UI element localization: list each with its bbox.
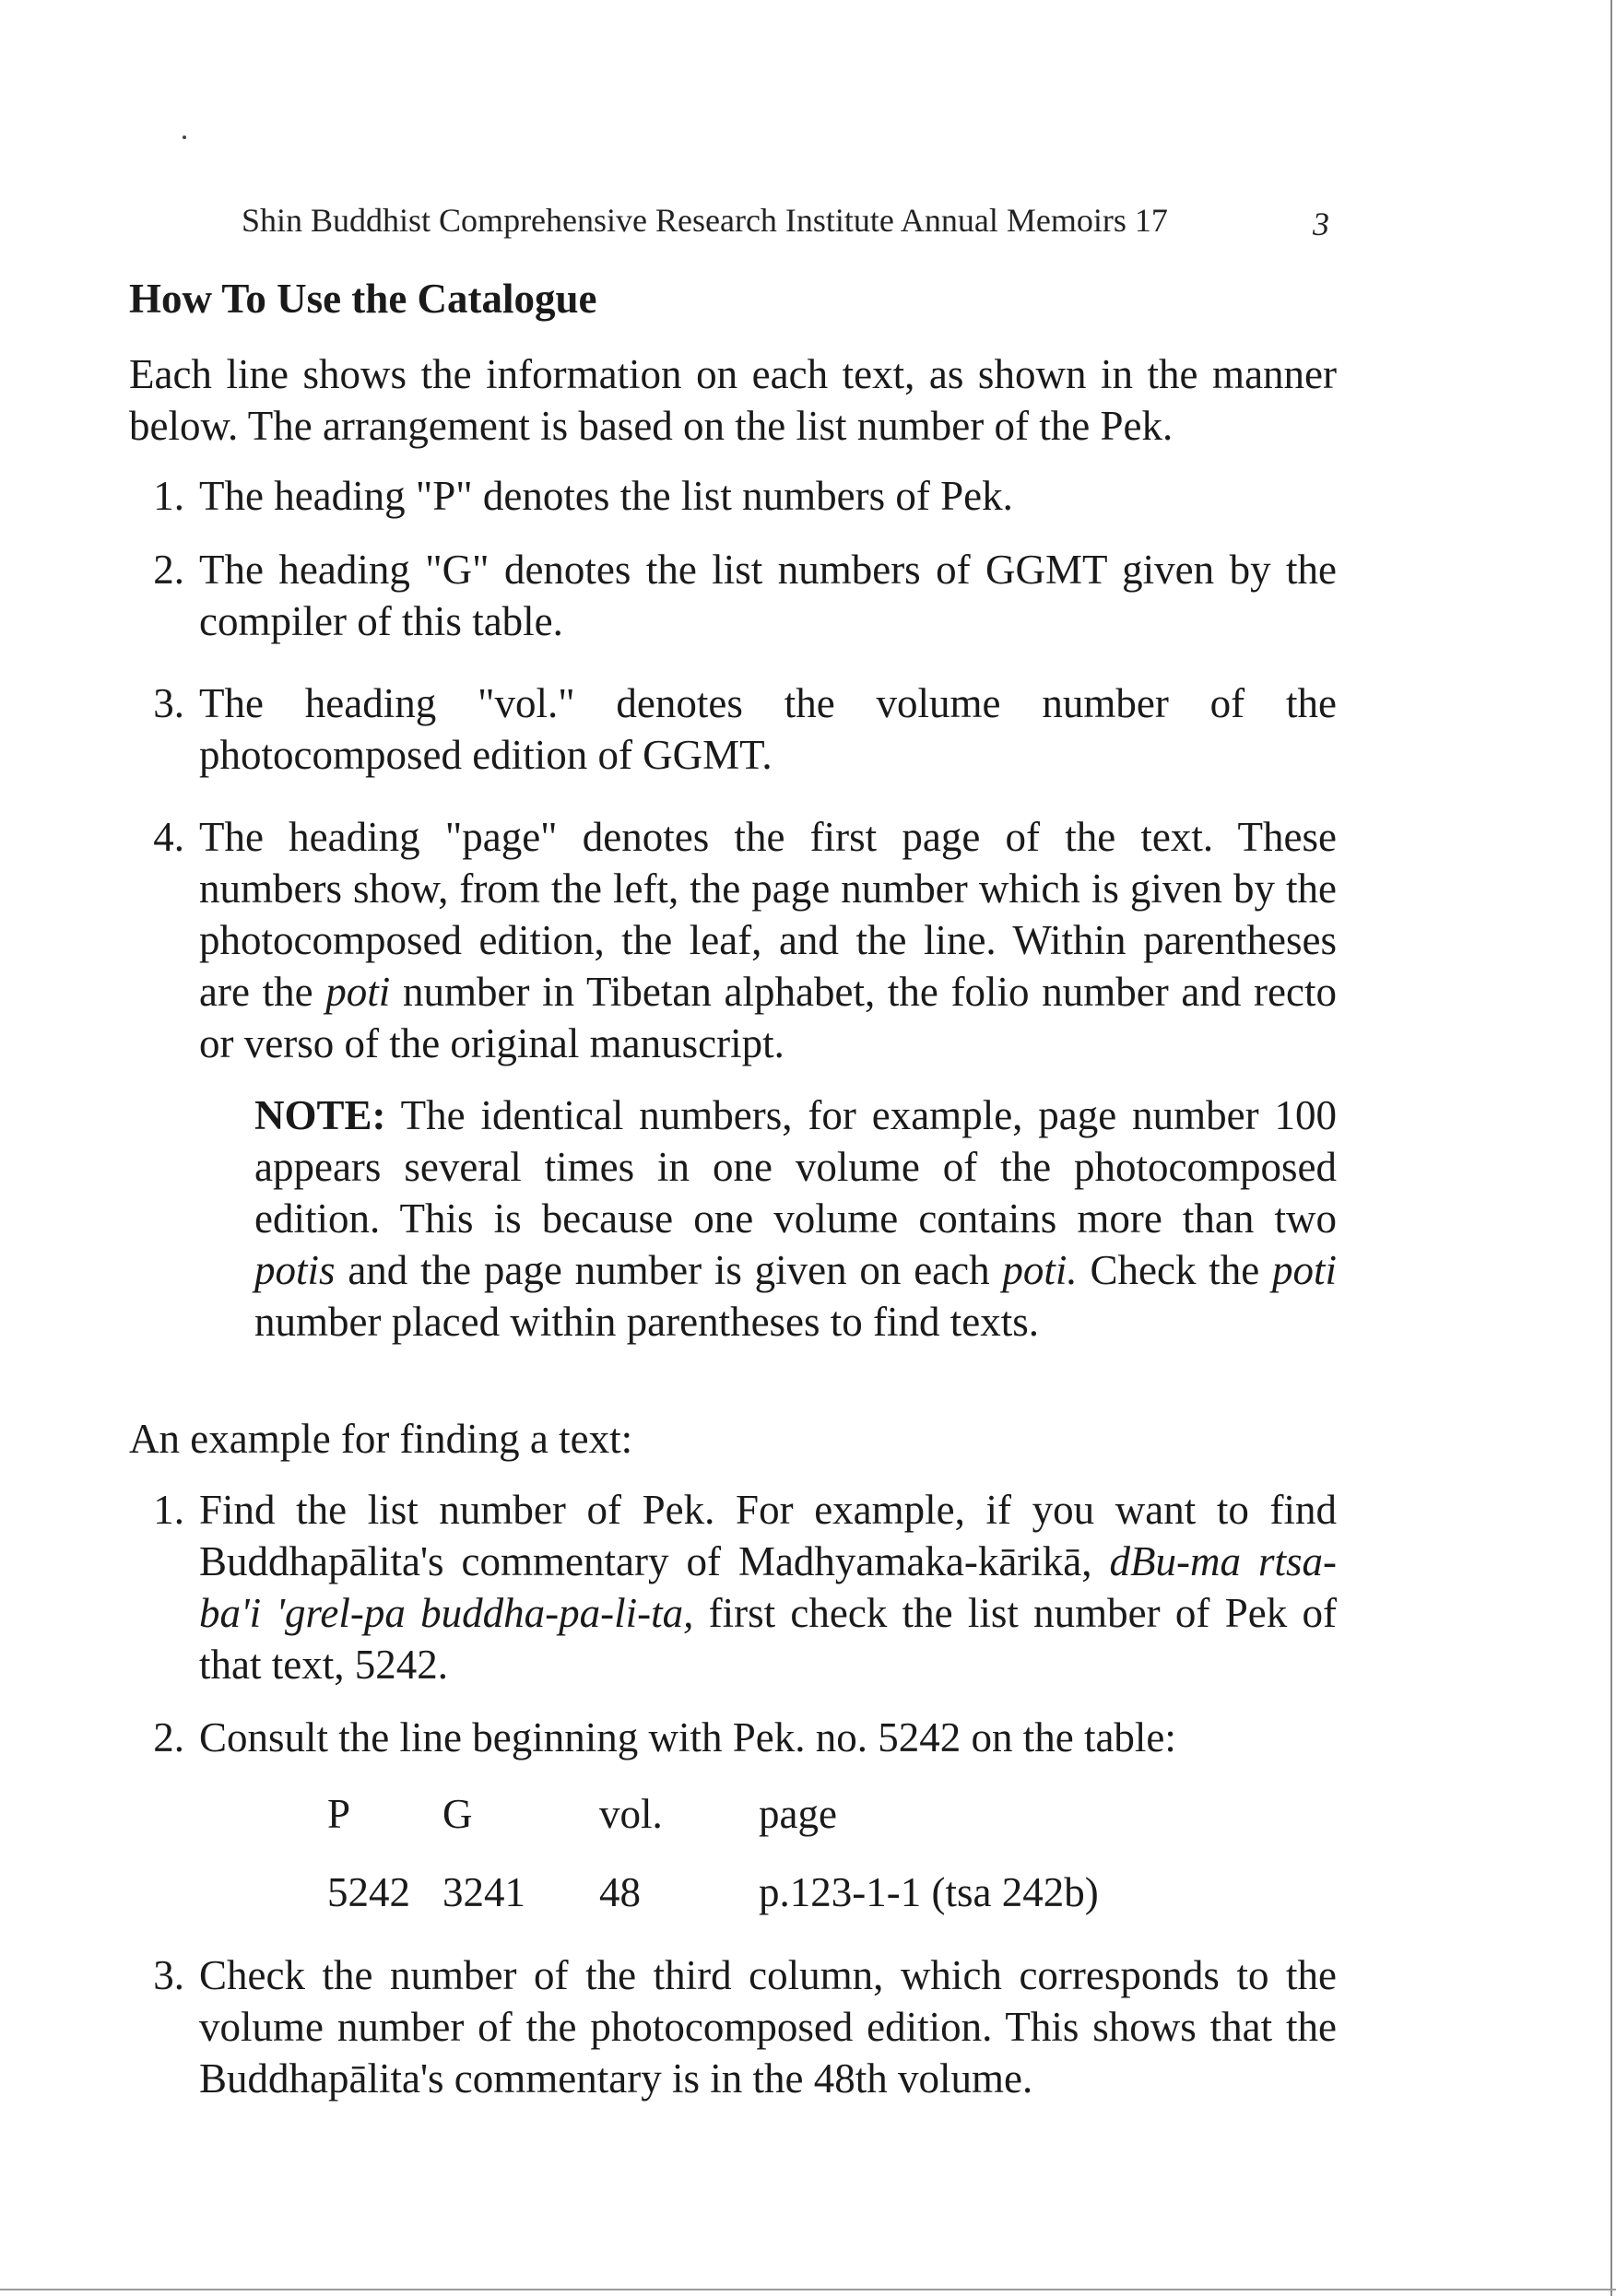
table-cell-vol: 48	[599, 1869, 641, 1915]
list-text-part: number in Tibetan alphabet, the folio number and recto or verso of the original manuscript.	[199, 969, 1337, 1066]
table-row	[327, 1866, 1249, 1922]
table-header-vol: vol.	[599, 1791, 663, 1837]
scan-edge-bottom	[0, 2289, 1616, 2290]
list-number: 1.	[153, 473, 184, 519]
note-text: number placed within parentheses to find texts.	[254, 1299, 1040, 1345]
list-text	[199, 811, 1337, 1069]
list-text-part: The heading "page" denotes the first page of the text. These numbers show, from the left, the page number which is given by the photocomposed edition, the leaf, and the line. Within parentheses are the	[199, 814, 1337, 1015]
table-cell-g: 3241	[442, 1869, 525, 1915]
list-text-part: Find the list number of Pek. For example, if you want to find Buddhapālita's commentary of Madhyamaka-kārikā,	[199, 1487, 1337, 1584]
list-text-part: first check the list number of Pek of that text, 5242.	[199, 1590, 1337, 1688]
example-intro: An example for finding a text:	[129, 1416, 633, 1462]
table-header-p: P	[327, 1791, 351, 1837]
note-label: NOTE:	[254, 1092, 386, 1138]
table-header-g: G	[442, 1791, 473, 1837]
table-cell-page: p.123-1-1 (tsa 242b)	[759, 1869, 1099, 1915]
page-number: 3	[1313, 206, 1329, 242]
running-header	[242, 201, 1329, 240]
list-number: 2.	[153, 1714, 184, 1760]
table-header-row	[327, 1788, 1249, 1843]
note-text: The identical numbers, for example, page number 100 appears several times in one volume of the photocomposed edition. This is because one volume contains more than two	[254, 1092, 1337, 1242]
list-text: The heading "G" denotes the list numbers of GGMT given by the compiler of this table.	[199, 547, 1337, 644]
list-text: The heading "vol." denotes the volume number of the photocomposed edition of GGMT.	[199, 680, 1337, 778]
list-text-italic: poti	[325, 969, 391, 1015]
note-text: and the page number is given on each	[335, 1247, 1003, 1293]
scan-edge-right	[1610, 0, 1612, 2296]
scan-speck	[183, 135, 186, 139]
list-text-italic: dBu-ma rtsa-ba'i 'grel-pa buddha-pa-li-ta,	[199, 1538, 1337, 1636]
note-italic: poti.	[1002, 1247, 1078, 1293]
list-text: Consult the line beginning with Pek. no. 5242 on the table:	[199, 1714, 1176, 1760]
list-text: The heading "P" denotes the list numbers of Pek.	[199, 473, 1013, 519]
list-text	[199, 1484, 1337, 1690]
list-number: 1.	[153, 1487, 184, 1533]
section-title: How To Use the Catalogue	[129, 276, 597, 322]
intro-paragraph: Each line shows the information on each text, as shown in the manner below. The arrangement is based on the list number of the Pek.	[129, 351, 1337, 449]
list-number: 3.	[153, 1952, 184, 1998]
list-number: 3.	[153, 680, 184, 726]
note-paragraph	[254, 1089, 1337, 1348]
table-cell-p: 5242	[327, 1869, 410, 1915]
note-italic: poti	[1272, 1247, 1338, 1293]
list-text: Check the number of the third column, which corresponds to the volume number of the photocomposed edition. This shows that the Buddhapālita's commentary is in the 48th volume.	[199, 1952, 1337, 2102]
note-text: Check the	[1077, 1247, 1272, 1293]
running-title: Shin Buddhist Comprehensive Research Institute Annual Memoirs 17	[242, 202, 1168, 239]
list-number: 4.	[153, 814, 184, 860]
list-number: 2.	[153, 547, 184, 593]
note-italic: potis	[254, 1247, 336, 1293]
table-header-page: page	[759, 1791, 837, 1837]
